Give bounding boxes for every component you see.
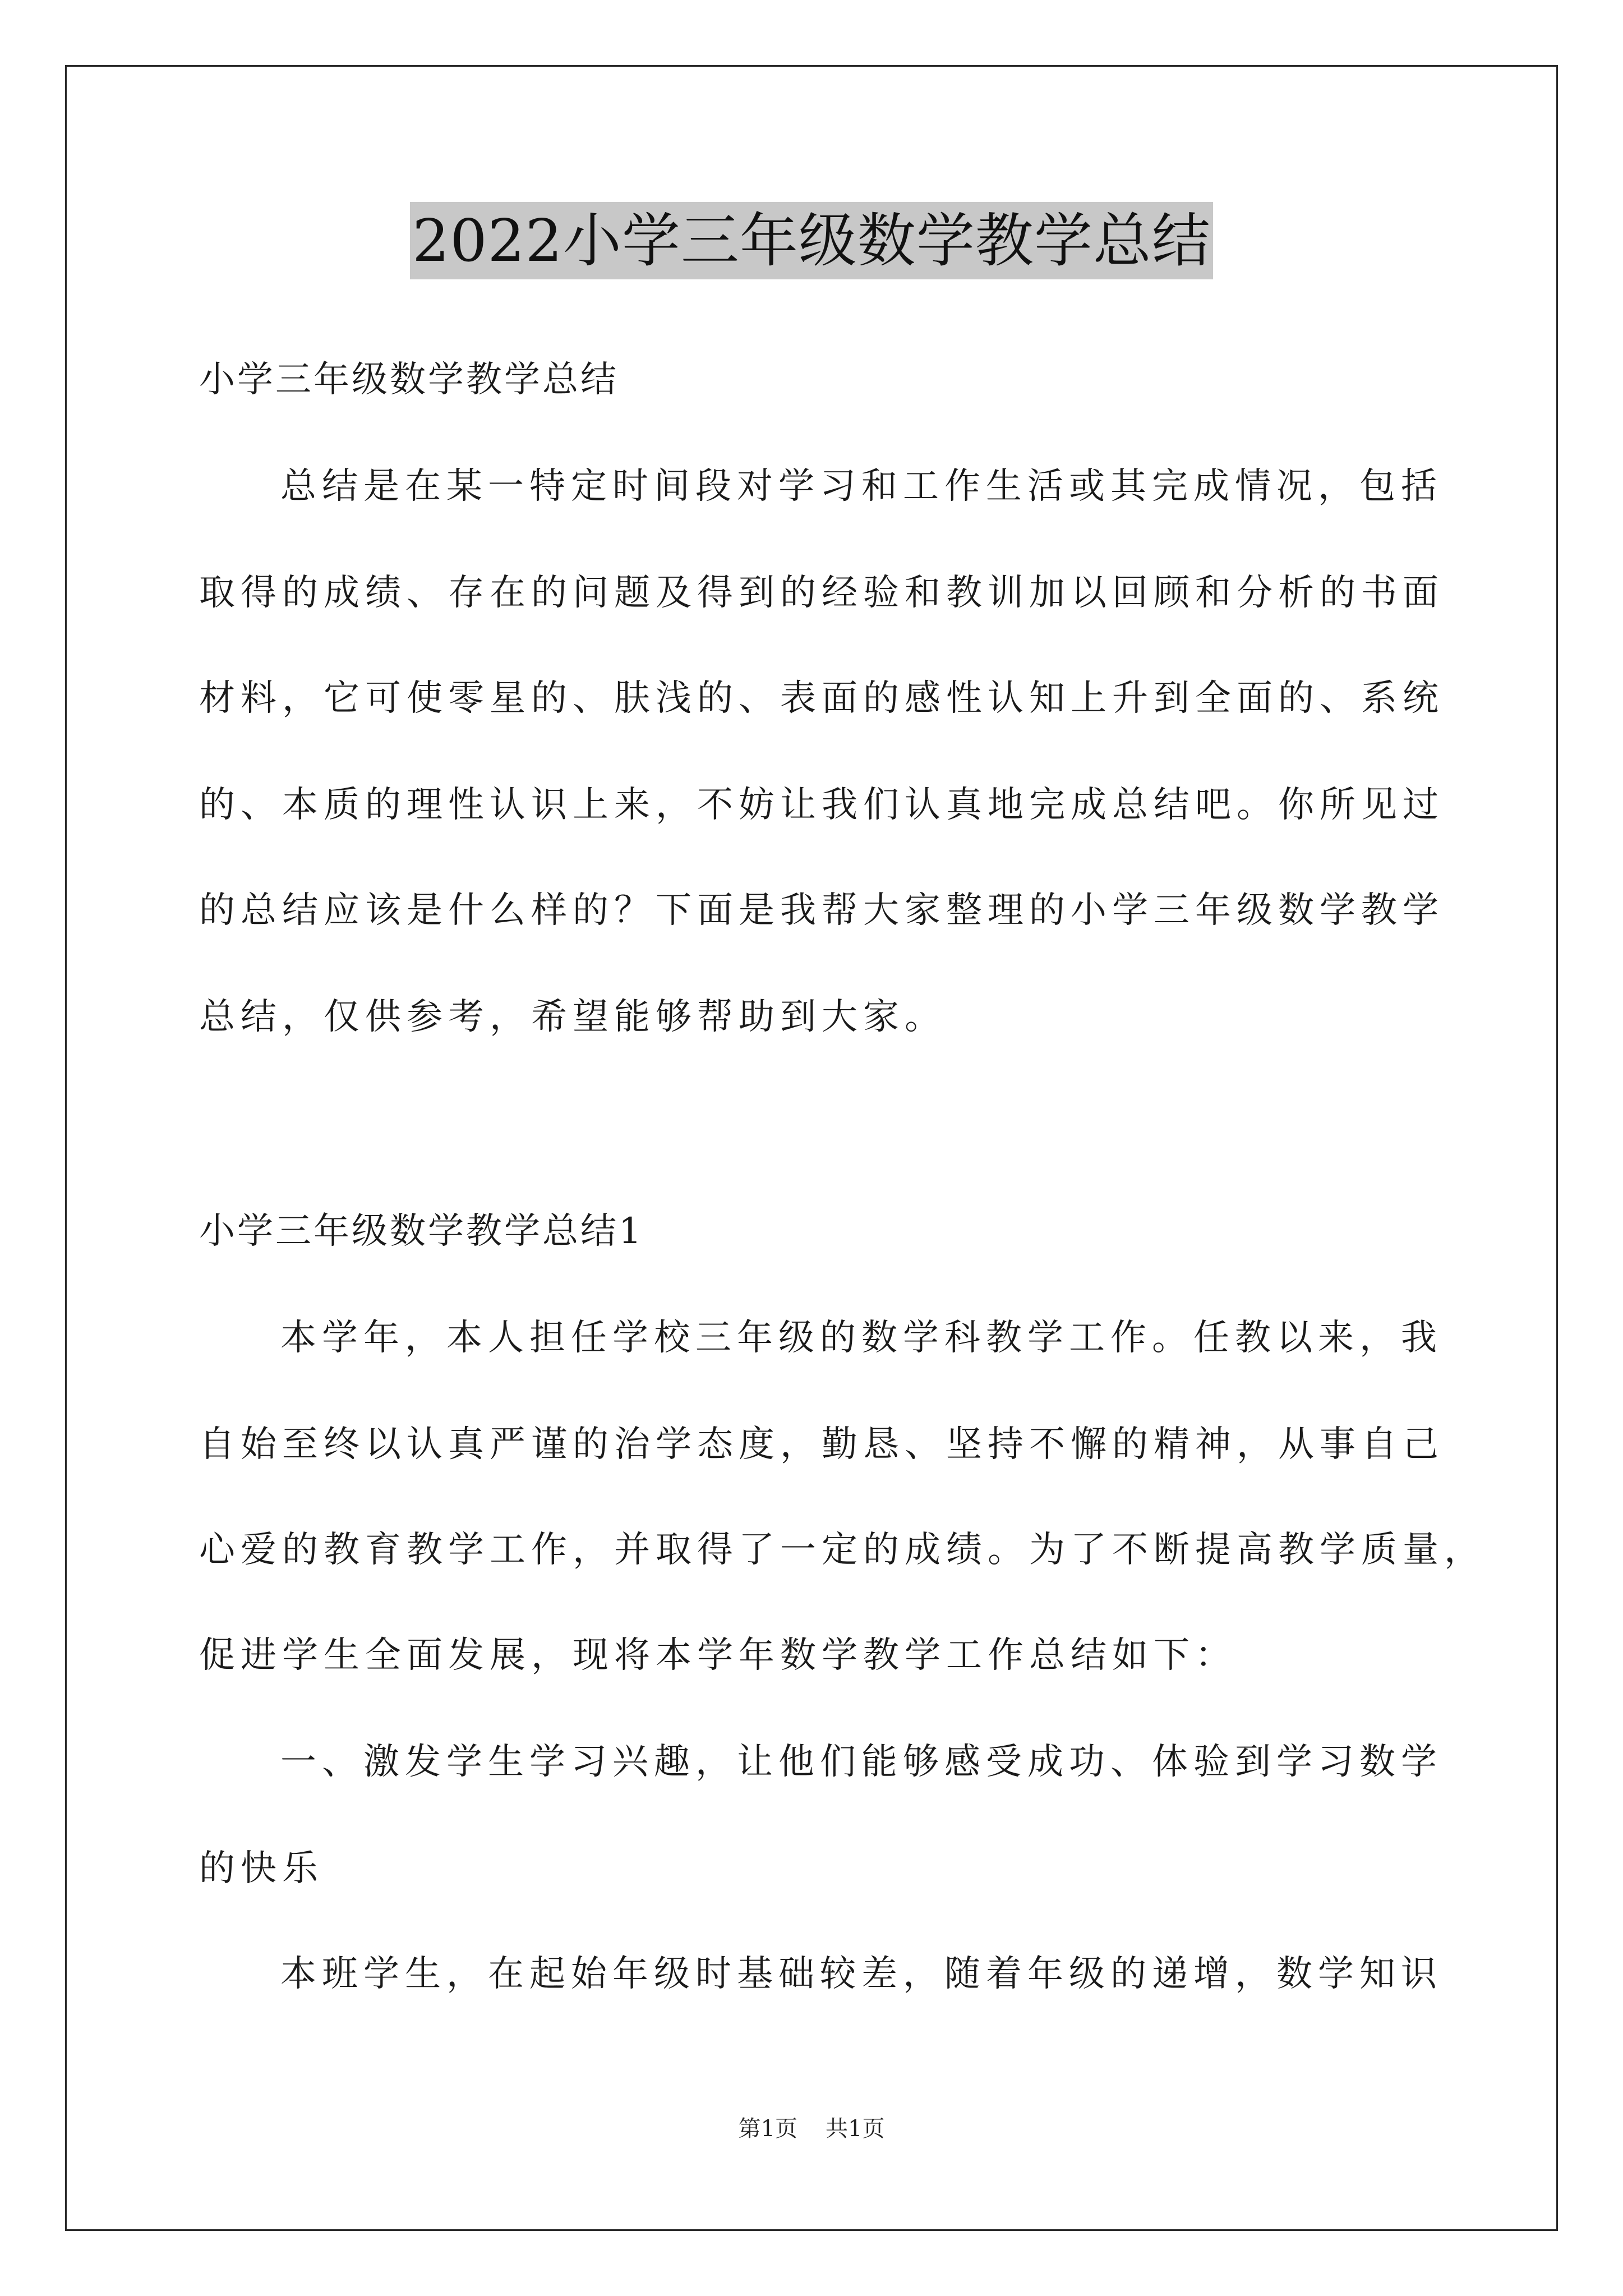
- page-total: 共1页: [826, 2116, 885, 2142]
- intro-line-2: 取得的成绩、存在的问题及得到的经验和教训加以回顾和分析的书面: [199, 572, 1444, 614]
- page-number: 第1页: [738, 2116, 797, 2142]
- section1-line-3: 心爱的教育教学工作，并取得了一定的成绩。为了不断提高教学质量，: [199, 1529, 1486, 1571]
- section1-line-2: 自始至终以认真严谨的治学态度，勤恳、坚持不懈的精神，从事自己: [199, 1424, 1444, 1465]
- point1-line-2: 的快乐: [199, 1848, 324, 1889]
- intro-line-4: 的、本质的理性认识上来，不妨让我们认真地完成总结吧。你所见过: [199, 784, 1444, 826]
- intro-line-1: 总结是在某一特定时间段对学习和工作生活或其完成情况，包括: [280, 466, 1442, 507]
- page-footer: [0, 2112, 1623, 2146]
- para3-line-1: 本班学生，在起始年级时基础较差，随着年级的递增，数学知识: [280, 1953, 1442, 1995]
- intro-line-6: 总结，仅供参考，希望能够帮助到大家。: [199, 996, 946, 1038]
- document-title: 2022小学三年级数学教学总结: [410, 202, 1213, 279]
- intro-line-3: 材料，它可使零星的、肤浅的、表面的感性认知上升到全面的、系统: [199, 678, 1444, 719]
- document-subtitle: 小学三年级数学教学总结: [199, 359, 619, 401]
- section1-heading: 小学三年级数学教学总结1: [199, 1211, 644, 1252]
- intro-line-5: 的总结应该是什么样的？下面是我帮大家整理的小学三年级数学教学: [199, 890, 1444, 931]
- section1-line-1: 本学年，本人担任学校三年级的数学科教学工作。任教以来，我: [280, 1317, 1442, 1359]
- point1-line-1: 一、激发学生学习兴趣，让他们能够感受成功、体验到学习数学: [280, 1741, 1442, 1783]
- title-wrap: [0, 202, 1623, 279]
- section1-line-4: 促进学生全面发展，现将本学年数学教学工作总结如下：: [199, 1635, 1237, 1676]
